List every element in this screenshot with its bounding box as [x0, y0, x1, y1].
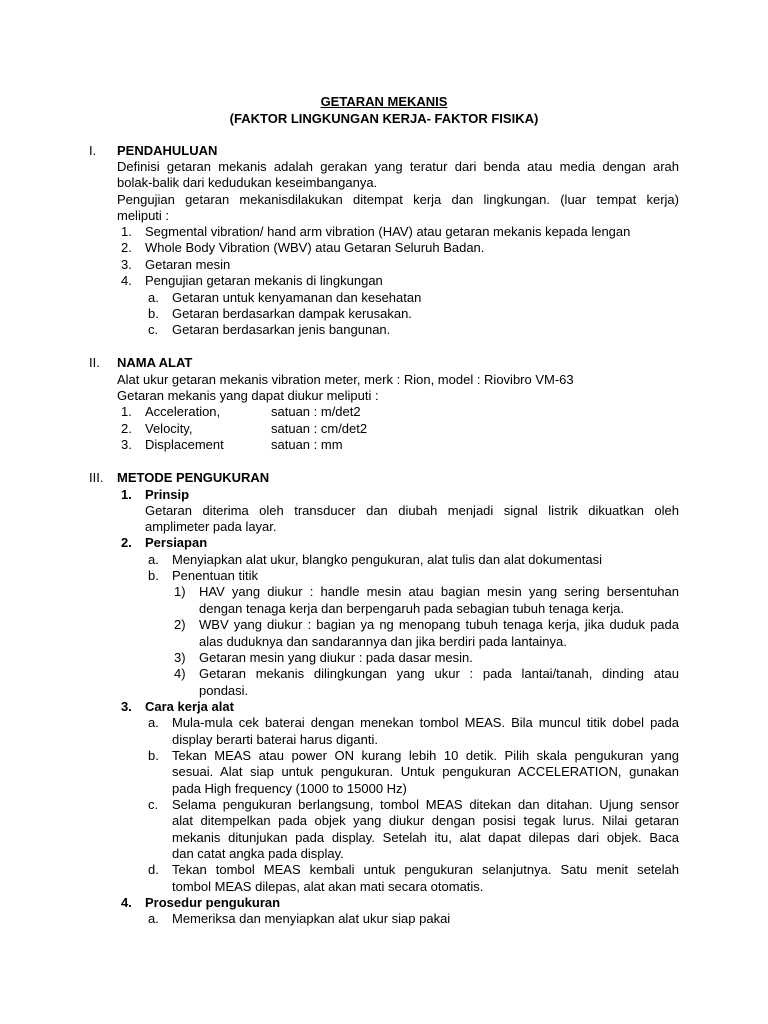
sublist-letter: b. — [148, 568, 159, 583]
measure-name: Acceleration, — [145, 404, 221, 419]
sublist-letter: b. — [148, 306, 159, 321]
step-text-line: Selama pengukuran berlangsung, tombol MEAS ditekan dan ditahan. Ujung sensor — [172, 797, 679, 812]
step-text-line: display berarti baterai harus diganti. — [172, 732, 378, 747]
measure-unit: satuan : mm — [271, 437, 343, 452]
section-1-number: I. — [89, 143, 97, 158]
section-2-tool-line: Alat ukur getaran mekanis vibration meter, merk : Rion, model : Riovibro VM-63 — [117, 372, 574, 387]
sublist-item: Getaran berdasarkan dampak kerusakan. — [172, 306, 412, 321]
doc-title: GETARAN MEKANIS — [320, 94, 448, 109]
subsection-number: 3. — [121, 699, 132, 714]
step-text-line: Tekan tombol MEAS kembali untuk pengukuran selanjutnya. Satu menit setelah — [172, 862, 679, 877]
step-text-line: Tekan MEAS atau power ON kurang lebih 10 detik. Pilih skala pengukuran yang — [172, 748, 679, 763]
section-1-testing-line: Pengujian getaran mekanisdilakukan ditempat kerja dan lingkungan. (luar tempat kerja) — [117, 192, 679, 207]
list-number: 1. — [121, 404, 132, 419]
point-text-line: HAV yang diukur : handle mesin atau bagian mesin yang sering bersentuhan — [199, 584, 679, 599]
sublist-letter: a. — [148, 552, 159, 567]
list-number: 2. — [121, 240, 132, 255]
step-text-line: Mula-mula cek baterai dengan menekan tombol MEAS. Bila muncul titik dobel pada — [172, 715, 679, 730]
subsection-number: 1. — [121, 487, 132, 502]
list-number: 2. — [121, 421, 132, 436]
step-text-line: sesuai. Alat siap untuk pengukuran. Untuk pengukuran ACCELERATION, gunakan — [172, 764, 679, 779]
step-text-line: alat ditempelkan pada objek yang diukur dengan posisi tegak lurus. Nilai getaran — [172, 813, 679, 828]
point-text-line: pondasi. — [199, 683, 249, 698]
point-number: 4) — [174, 666, 186, 681]
list-number: 1. — [121, 224, 132, 239]
point-text-line: WBV yang diukur : bagian ya ng menopang tubuh tenaga kerja, jika duduk pada — [199, 617, 679, 632]
list-number: 3. — [121, 257, 132, 272]
section-1-definition-line: bolak-balik dari kedudukan keseimbanganya. — [117, 175, 378, 190]
point-text-line: Getaran mesin yang diukur : pada dasar mesin. — [199, 650, 473, 665]
point-number: 1) — [174, 584, 186, 599]
sublist-letter: c. — [148, 322, 159, 337]
prinsip-text-line: Getaran diterima oleh transducer dan diubah menjadi signal listrik dikuatkan oleh — [145, 503, 679, 518]
point-number: 3) — [174, 650, 186, 665]
point-number: 2) — [174, 617, 186, 632]
section-1-definition-line: Definisi getaran mekanis adalah gerakan yang teratur dari benda atau media dengan arah — [117, 159, 679, 174]
point-text-line: dengan tenaga kerja dan berpengaruh pada sebagian tubuh tenaga kerja. — [199, 601, 625, 616]
section-2-heading: NAMA ALAT — [117, 355, 193, 370]
point-text-line: alas duduknya dan sandarannya dan jika berdiri pada lantainya. — [199, 634, 567, 649]
list-number: 3. — [121, 437, 132, 452]
subsection-heading-persiapan: Persiapan — [145, 535, 208, 550]
subsection-heading-prinsip: Prinsip — [145, 487, 190, 502]
sublist-letter: a. — [148, 290, 159, 305]
sublist-item: Penentuan titik — [172, 568, 259, 583]
section-3-number: III. — [89, 470, 104, 485]
step-text-line: mekanis ditunjukan pada display. Setelah itu, alat dapat dilepas dari objek. Baca — [172, 830, 679, 845]
sublist-letter: a. — [148, 715, 159, 730]
sublist-item: Getaran untuk kenyamanan dan kesehatan — [172, 290, 422, 305]
section-3-heading: METODE PENGUKURAN — [117, 470, 270, 485]
section-2-number: II. — [89, 355, 100, 370]
subsection-number: 2. — [121, 535, 132, 550]
step-text-line: tombol MEAS dilepas, alat akan mati secara otomatis. — [172, 879, 484, 894]
sublist-letter: c. — [148, 797, 159, 812]
measure-name: Velocity, — [145, 421, 193, 436]
sublist-letter: b. — [148, 748, 159, 763]
subsection-number: 4. — [121, 895, 132, 910]
section-1-heading: PENDAHULUAN — [117, 143, 218, 158]
measure-unit: satuan : cm/det2 — [271, 421, 368, 436]
list-item: Segmental vibration/ hand arm vibration (HAV) atau getaran mekanis kepada lengan — [145, 224, 631, 239]
section-2-intro-line: Getaran mekanis yang dapat diukur meliputi : — [117, 388, 379, 403]
step-text-line: dan catat angka pada display. — [172, 846, 344, 861]
subsection-heading-cara-kerja: Cara kerja alat — [145, 699, 234, 714]
sublist-letter: a. — [148, 911, 159, 926]
list-number: 4. — [121, 273, 132, 288]
sublist-item: Menyiapkan alat ukur, blangko pengukuran, alat tulis dan alat dokumentasi — [172, 552, 603, 567]
subsection-heading-prosedur: Prosedur pengukuran — [145, 895, 281, 910]
section-1-testing-line: meliputi : — [117, 208, 170, 223]
sublist-item: Memeriksa dan menyiapkan alat ukur siap pakai — [172, 911, 451, 926]
point-text-line: Getaran mekanis dilingkungan yang ukur : pada lantai/tanah, dinding atau — [199, 666, 679, 681]
doc-subtitle: (FAKTOR LINGKUNGAN KERJA- FAKTOR FISIKA) — [229, 111, 539, 126]
prinsip-text-line: amplimeter pada layar. — [145, 519, 277, 534]
list-item: Getaran mesin — [145, 257, 231, 272]
measure-unit: satuan : m/det2 — [271, 404, 361, 419]
sublist-letter: d. — [148, 862, 159, 877]
list-item: Pengujian getaran mekanis di lingkungan — [145, 273, 383, 288]
list-item: Whole Body Vibration (WBV) atau Getaran Seluruh Badan. — [145, 240, 485, 255]
step-text-line: pada High frequency (1000 to 15000 Hz) — [172, 781, 407, 796]
sublist-item: Getaran berdasarkan jenis bangunan. — [172, 322, 391, 337]
measure-name: Displacement — [145, 437, 224, 452]
